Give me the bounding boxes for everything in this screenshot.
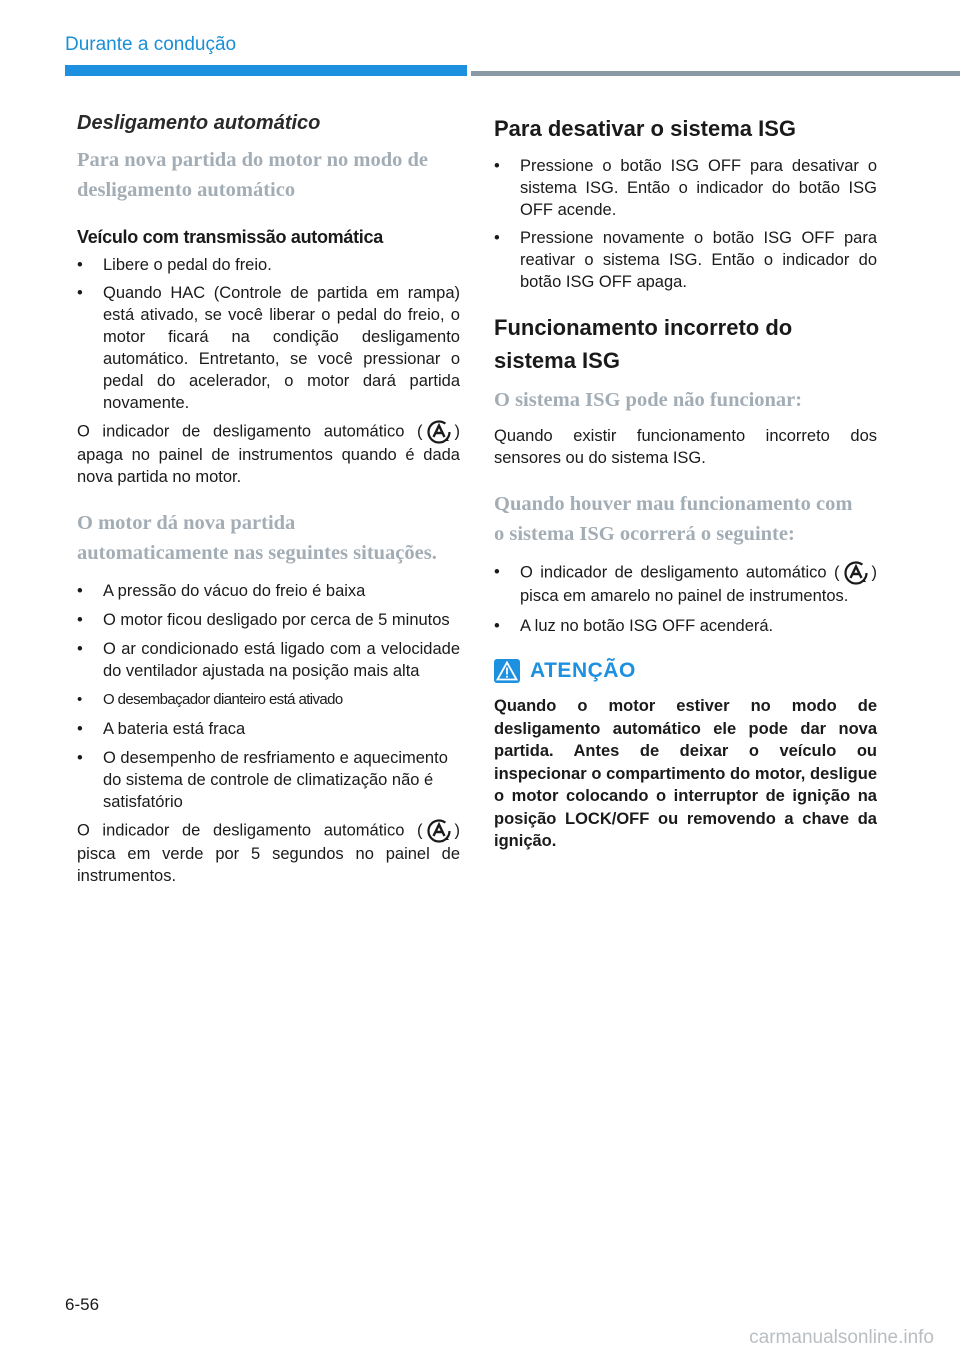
list-item: • O desembaçador dianteiro está ativado [77, 689, 460, 711]
paragraph-malfunction: Quando existir funcionamento incorreto dos sensores ou do sistema ISG. [494, 427, 877, 467]
heading-isg-malfunction: Funcionamento incorreto do sistema ISG [494, 315, 793, 373]
watermark-text: carmanualsonline.info [749, 1327, 934, 1348]
list-item: • O motor ficou desligado por cerca de 5 minutos [77, 609, 460, 631]
list-item: • O ar condicionado está ligado com a velocidade do ventilador ajustada na posição mais alta [77, 638, 460, 682]
paragraph-indicator-blink [77, 819, 460, 887]
list-item: • Libere o pedal do freio. [77, 254, 460, 276]
header-bar-accent [65, 65, 467, 76]
header-title: Durante a condução [65, 34, 237, 55]
vehicle-heading: Veículo com transmissão automática [77, 227, 383, 247]
right-column [494, 112, 877, 853]
subtitle-restart-auto-stop: Para nova partida do motor no modo de desligamento automático [77, 149, 428, 201]
paragraph-text: O indicador de desligamento automático ( [77, 821, 423, 840]
paragraph-indicator-off [77, 420, 460, 488]
list-item: • O desempenho de resfriamento e aquecimento do sistema de controle de climatização não é satisfatório [77, 747, 460, 813]
auto-stop-indicator-icon [842, 561, 870, 585]
bullet-list-malfunction [494, 561, 877, 637]
paragraph-text: ) pisca em verde por 5 segundos no painel de instrumentos. [77, 821, 460, 885]
heading-deactivate-isg: Para desativar o sistema ISG [494, 116, 797, 141]
list-item-text: ) pisca em amarelo no painel de instrumentos. [520, 563, 877, 605]
left-column [77, 112, 460, 887]
paragraph-text: O indicador de desligamento automático ( [77, 422, 423, 441]
subtitle-isg-may-not-work: O sistema ISG pode não funcionar: [494, 389, 803, 411]
list-item [494, 561, 877, 607]
auto-stop-indicator-icon [425, 420, 453, 444]
bullet-list-restart-conditions [77, 580, 460, 813]
list-item: • Quando HAC (Controle de partida em rampa) está ativado, se você liberar o pedal do freio, o motor ficará na condição desligamento automático. Entretanto, se você pressionar o pedal do acelerador, o motor dará partida novamente. [77, 282, 460, 414]
bullet-list-release [77, 254, 460, 414]
header-bar-line [471, 71, 960, 76]
list-item: • A luz no botão ISG OFF acenderá. [494, 615, 877, 637]
paragraph-text: ) apaga no painel de instrumentos quando é dada nova partida no motor. [77, 422, 460, 486]
auto-stop-indicator-icon [425, 819, 453, 843]
bullet-list-deactivate [494, 155, 877, 293]
list-item: • Pressione novamente o botão ISG OFF para reativar o sistema ISG. Então o indicador do botão ISG OFF apaga. [494, 227, 877, 293]
list-item: • A bateria está fraca [77, 718, 460, 740]
warning-title: ATENÇÃO [530, 659, 636, 682]
warning-triangle-icon [494, 659, 520, 683]
page-number: 6-56 [65, 1295, 100, 1314]
list-item-text: O indicador de desligamento automático ( [520, 563, 840, 582]
subtitle-auto-restart: O motor dá nova partida automaticamente nas seguintes situações. [77, 512, 437, 564]
section-title: Desligamento automático [77, 112, 321, 134]
subtitle-isg-malfunction-result: Quando houver mau funcionamento com o sistema ISG ocorrerá o seguinte: [494, 493, 853, 545]
warning-text: Quando o motor estiver no modo de desligamento automático ele pode dar nova partida. Antes de deixar o veículo ou inspecionar o compartimento do motor, desligue o motor colocando o interruptor de ignição na posição LOCK/OFF ou removendo a chave da ignição. [494, 697, 877, 850]
list-item: • A pressão do vácuo do freio é baixa [77, 580, 460, 602]
warning-header [494, 659, 877, 683]
list-item: • Pressione o botão ISG OFF para desativar o sistema ISG. Então o indicador do botão ISG OFF acende. [494, 155, 877, 221]
